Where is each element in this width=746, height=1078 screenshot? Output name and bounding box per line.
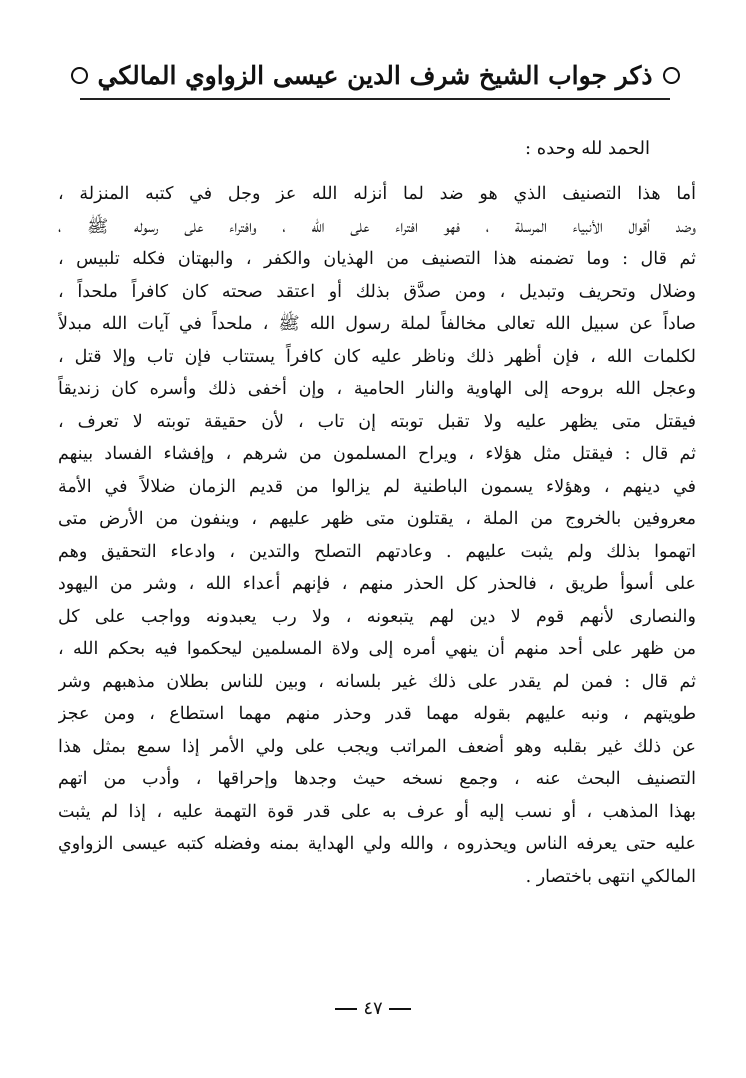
- text-line: من ظهر على أحد منهم أن ينهي أمره إلى ولاة المسلمين ليحكموا فيه بحكم الله ،: [58, 639, 696, 659]
- circle-bullet-icon: [663, 67, 680, 84]
- text-line: عن ذلك غير بقلبه وهو أضعف المراتب ويجب على ولي الأمر إذا سمع بمثل هذا: [58, 736, 696, 757]
- text-line: بهذا المذهب ، أو نسب إليه أو عرف به على قدر قوة التهمة عليه ، إذا لم يثبت: [58, 801, 696, 822]
- text-line: على أسوأ طريق ، فالحذر كل الحذر منهم ، فإنهم أعداء الله ، وشر من اليهود: [58, 574, 696, 594]
- text-line: صاداً عن سبيل الله تعالى مخالفاً لملة رسول الله ﷺ ، ملحداً في آيات الله مبدلاً: [58, 314, 696, 334]
- text-line: التصنيف البحث عنه ، وجمع نسخه حيث وجدها وإحراقها ، وأدب من اتهم: [58, 769, 696, 789]
- text-line: أما هذا التصنيف الذي هو ضد لما أنزله الله عز وجل في كتبه المنزلة ،: [58, 184, 696, 204]
- text-line: طويتهم ، ونبه عليهم بقوله مهما قدر وحذر منهم مهما استطاع ، ومن عجز: [58, 704, 696, 724]
- text-line: ثم قال : فمن لم يقدر على ذلك غير بلسانه ، وبين للناس بطلان مذهبهم وشر: [58, 671, 696, 692]
- circle-bullet-icon: [71, 67, 88, 84]
- text-line: وضد أقوال الأنبياء المرسلة ، فهو افتراء على الله ، وافتراء على رسوله ﷺ ،: [58, 216, 696, 237]
- text-line: اتهموا بذلك ولم يثبت عليهم . وعادتهم التصلح والتدين ، وادعاء التحقيق وهم: [58, 541, 696, 562]
- opening-line: الحمد لله وحده :: [525, 138, 650, 159]
- text-line: وعجل الله بروحه إلى الهاوية والنار الحامية ، وإن أخفى ذلك وأسره كان زنديقاً: [58, 379, 696, 399]
- dash-icon: [389, 1008, 411, 1010]
- heading-title: ذكر جواب الشيخ شرف الدين عيسى الزواوي المالكي: [97, 60, 653, 90]
- page-number: ٤٧: [363, 998, 383, 1019]
- text-line: لكلمات الله ، فإن أظهر ذلك وناظر عليه كان كافراً يستتاب فإن تاب وإلا قتل ،: [58, 346, 696, 367]
- text-line: معروفين بالخروج من الملة ، يقتلون متى ظهر عليهم ، وينفون من الأرض متى: [58, 509, 696, 529]
- text-line: ثم قال : وما تضمنه هذا التصنيف من الهذيان والكفر ، والبهتان فكله تلبيس ،: [58, 249, 696, 269]
- text-line: والنصارى لأنهم قوم لا دين لهم يتبعونه ، ولا رب يعبدونه وواجب على كل: [58, 606, 696, 627]
- text-line: فيقتل متى يظهر عليه ولا تقبل توبته إن تاب ، لأن حقيقة توبته لا تعرف ،: [58, 411, 696, 432]
- body-text: [58, 178, 696, 893]
- text-line: وضلال وتحريف وتبديل ، ومن صدَّق بذلك أو اعتقد صحته كان كافراً ملحداً ،: [58, 281, 696, 302]
- text-line: عليه حتى يعرفه الناس ويحذروه ، والله ولي الهداية بمنه وفضله كتبه عيسى الزواوي: [58, 834, 696, 854]
- section-heading: [80, 52, 670, 100]
- dash-icon: [335, 1008, 357, 1010]
- text-line: في دينهم ، وهؤلاء يسمون الباطنية لم يزالوا من قديم الزمان ضلالاً في الأمة: [58, 476, 696, 497]
- page-footer: [0, 998, 746, 1019]
- text-line: المالكي انتهى باختصار .: [525, 866, 696, 887]
- text-line: ثم قال : فيقتل مثل هؤلاء ، ويراح المسلمون من شرهم ، وإفشاء الفساد بينهم: [58, 444, 696, 464]
